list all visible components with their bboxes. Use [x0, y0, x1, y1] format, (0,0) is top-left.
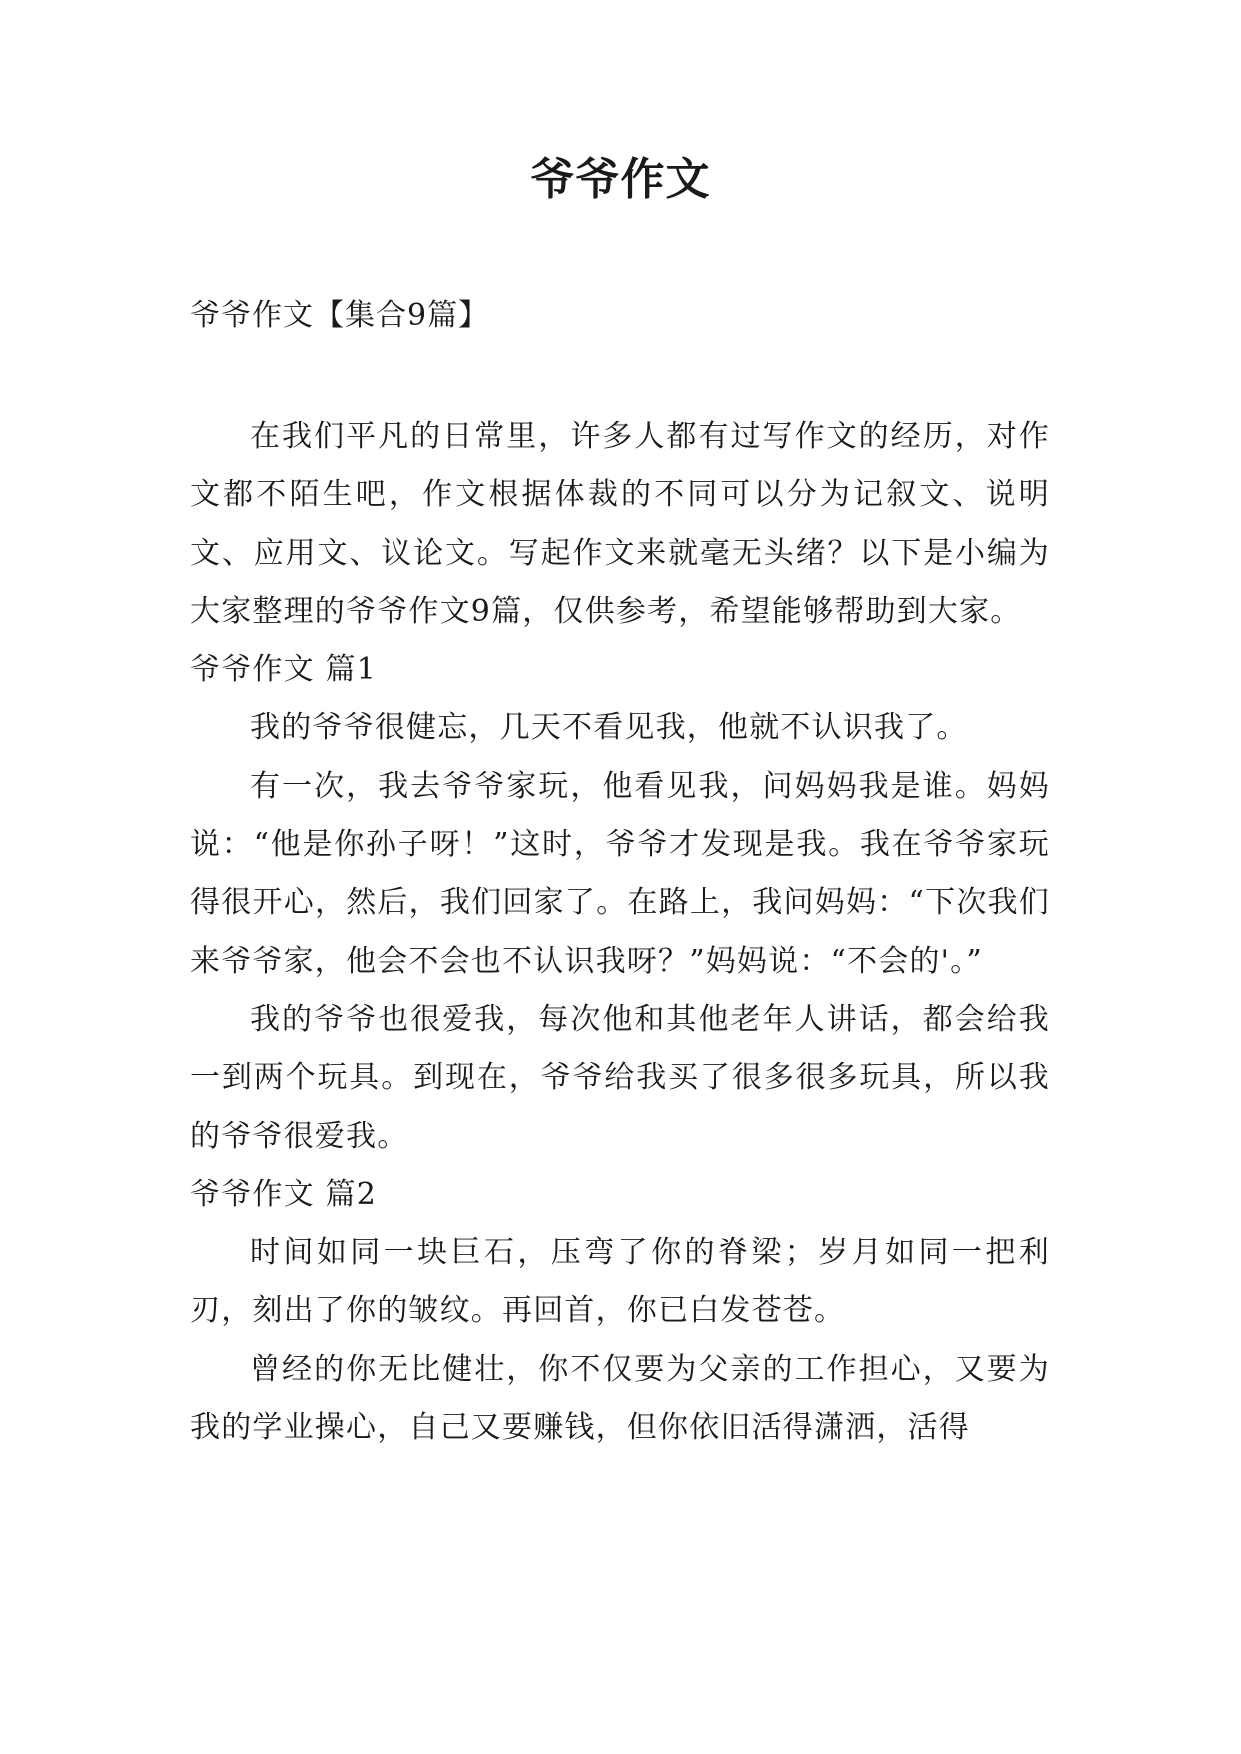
body-paragraph: 有一次，我去爷爷家玩，他看见我，问妈妈我是谁。妈妈说：“他是你孙子呀！”这时，爷爷才发现是我。我在爷爷家玩得很开心，然后，我们回家了。在路上，我问妈妈：“下次我们来爷爷家，他会不会也不认识我呀？”妈妈说：“不会的'。”: [190, 768, 1050, 979]
document-body: [190, 408, 1050, 1457]
body-paragraph: 时间如同一块巨石，压弯了你的脊梁；岁月如同一把利刃，刻出了你的皱纹。再回首，你已白发苍苍。: [190, 1235, 1050, 1329]
body-paragraph: 我的爷爷也很爱我，每次他和其他老年人讲话，都会给我一到两个玩具。到现在，爷爷给我买了很多很多玩具，所以我的爷爷很爱我。: [190, 1001, 1050, 1154]
body-paragraph: 曾经的你无比健壮，你不仅要为父亲的工作担心，又要为我的学业操心，自己又要赚钱，但你依旧活得潇洒，活得: [190, 1351, 1050, 1446]
section-heading: 爷爷作文 篇1: [190, 652, 378, 688]
document-subtitle: 爷爷作文【集合9篇】: [190, 298, 490, 333]
intro-paragraph: 在我们平凡的日常里，许多人都有过写作文的经历，对作文都不陌生吧，作文根据体裁的不同可以分为记叙文、说明文、应用文、议论文。写起作文来就毫无头绪？以下是小编为大家整理的爷爷作文9篇，仅供参考，希望能够帮助到大家。: [190, 419, 1050, 629]
document-title: 爷爷作文: [530, 154, 711, 205]
body-paragraph: 我的爷爷很健忘，几天不看见我，他就不认识我了。: [250, 710, 968, 746]
section-heading: 爷爷作文 篇2: [190, 1176, 378, 1212]
